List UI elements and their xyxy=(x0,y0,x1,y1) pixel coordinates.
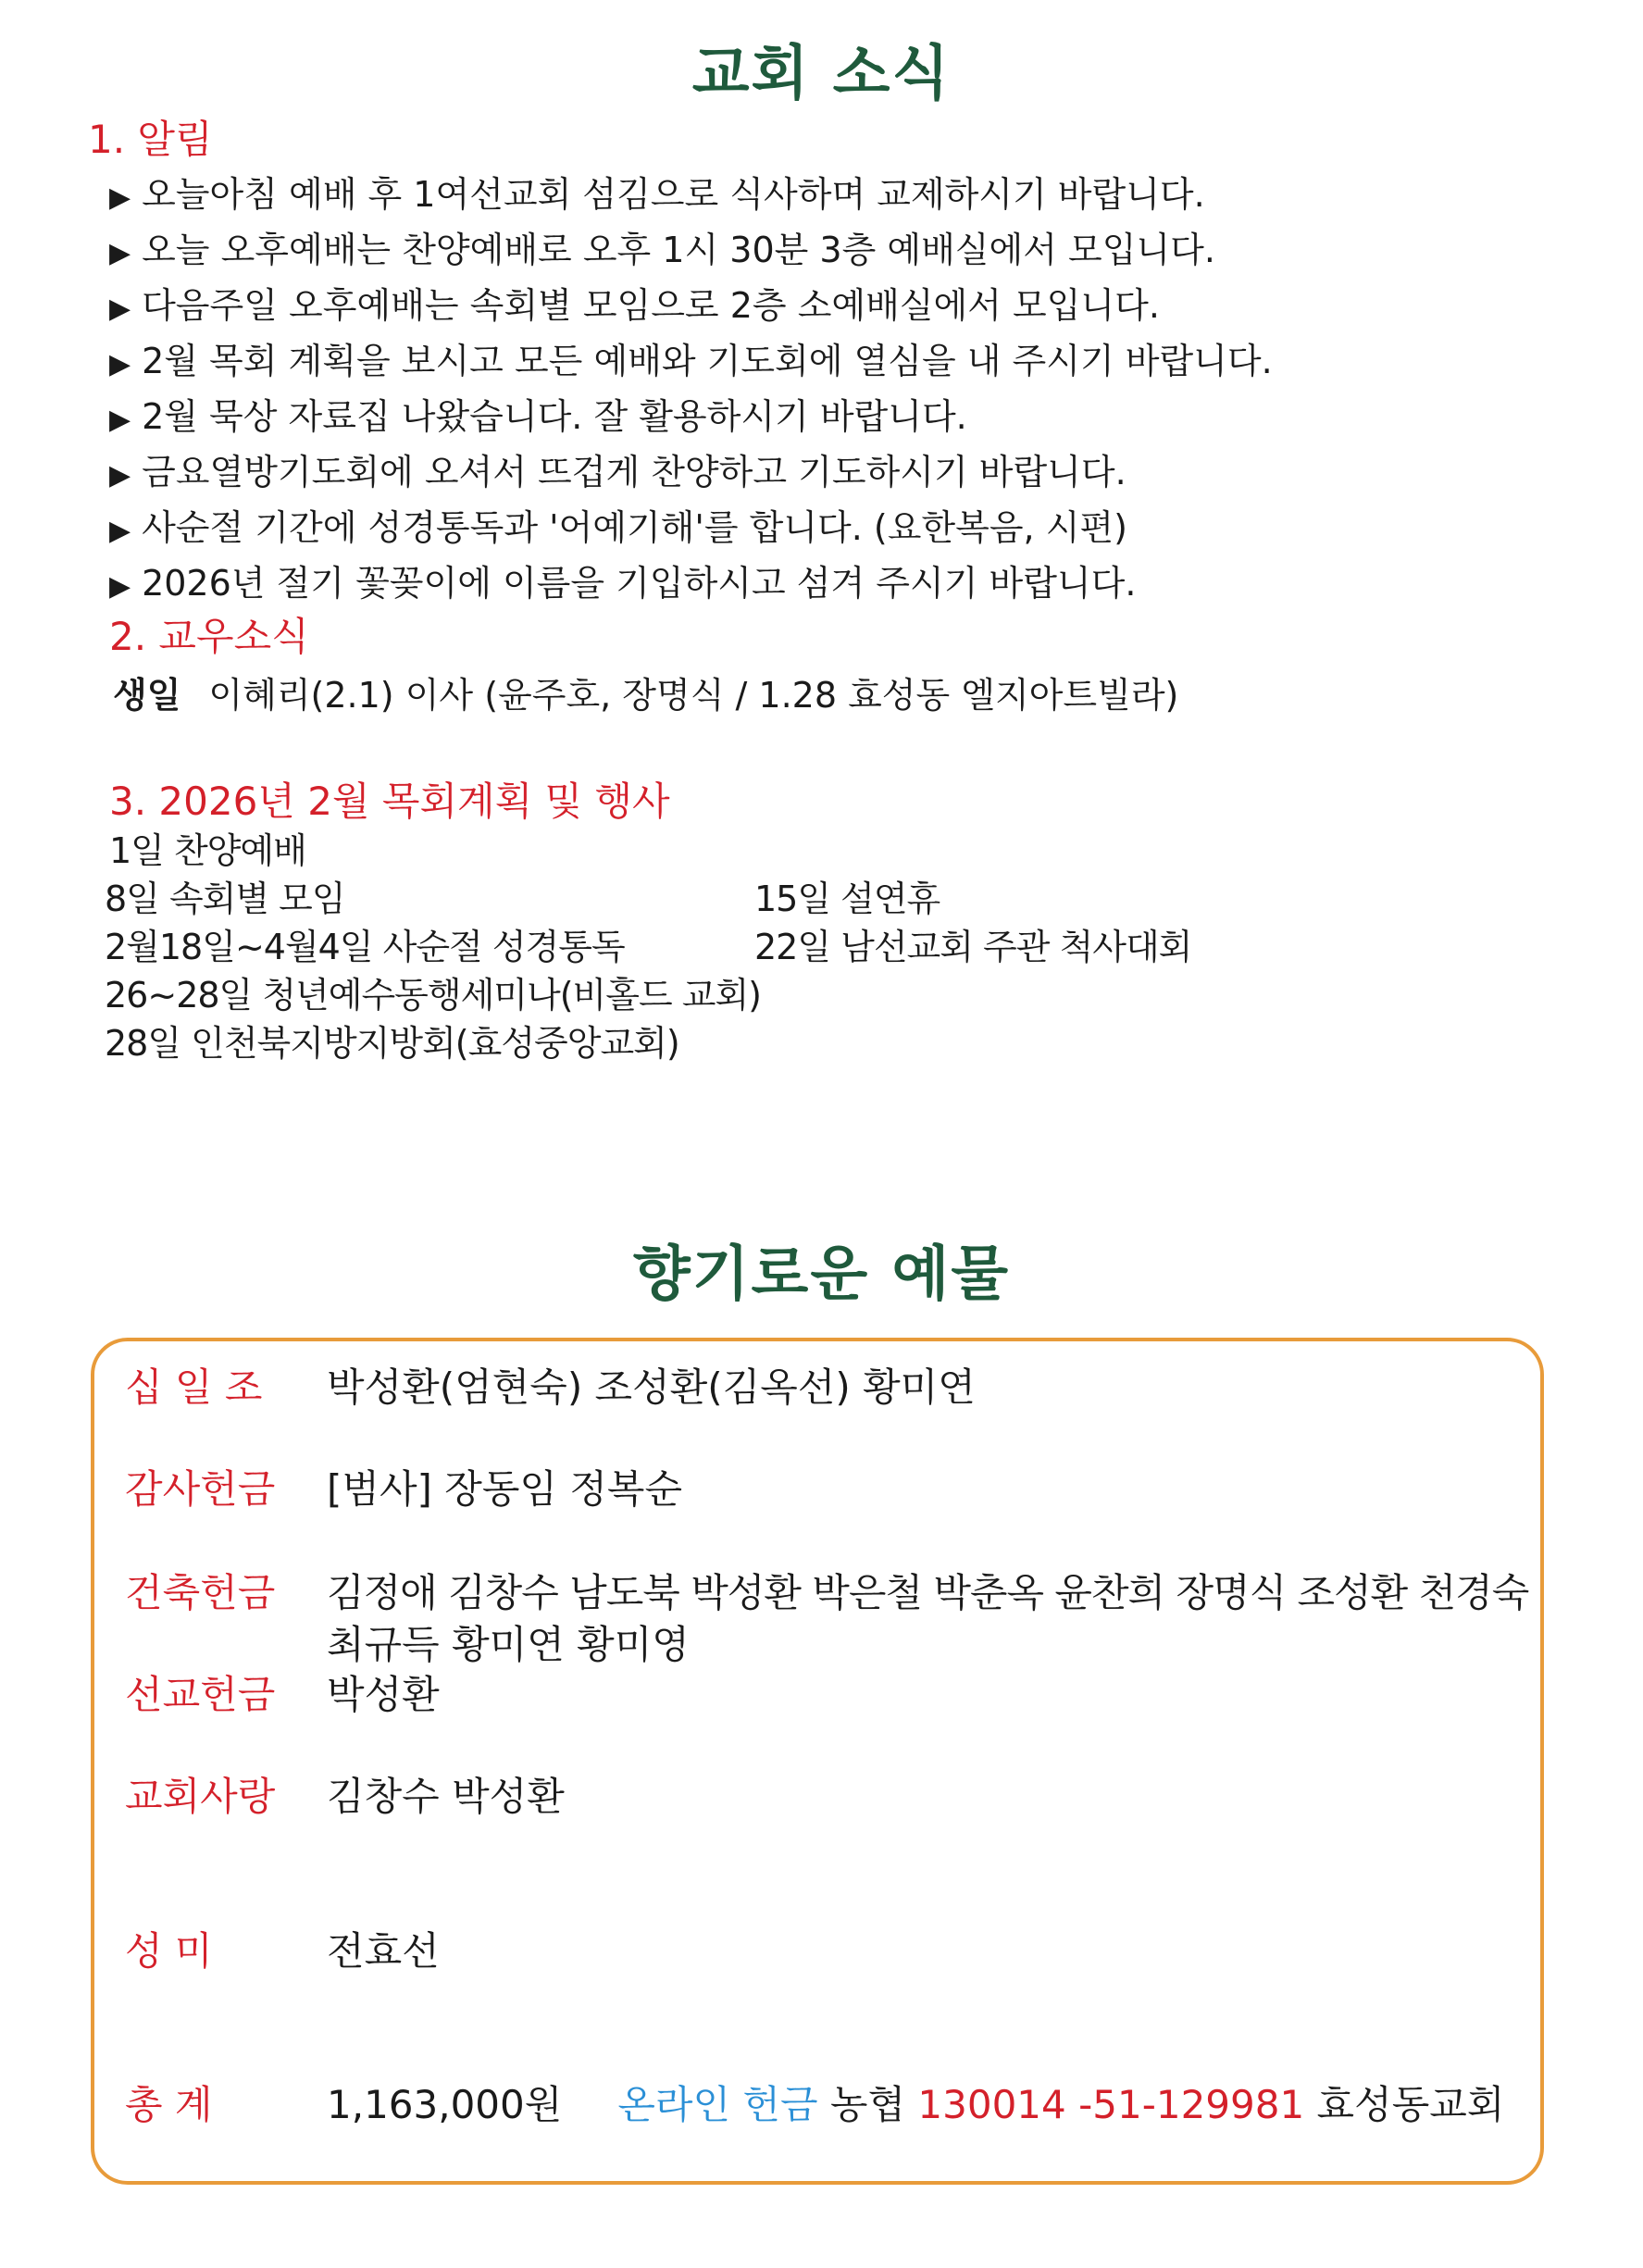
total-label: 총 계 xyxy=(125,2082,213,2127)
announcement-item: ▶ 2026년 절기 꽃꽂이에 이름을 기입하시고 섬겨 주시기 바랍니다. xyxy=(109,563,1137,604)
offering-label: 감사헌금 xyxy=(125,1466,276,1512)
announcement-item: ▶ 2월 묵상 자료집 나왔습니다. 잘 활용하시기 바랍니다. xyxy=(109,396,967,437)
member-news-text: 이혜리(2.1) 이사 (윤주호, 장명식 / 1.28 효성동 엘지아트빌라) xyxy=(208,675,1179,716)
announcements-heading: 1. 알림 xyxy=(88,117,213,162)
arrow-bullet-icon: ▶ xyxy=(109,237,131,269)
monthly-plan-heading: 3. 2026년 2월 목회계획 및 행사 xyxy=(109,779,670,824)
offering-names: 최규득 황미연 황미영 xyxy=(327,1622,690,1667)
news-title: 교회 소식 xyxy=(691,40,952,108)
offering-label: 교회사랑 xyxy=(125,1774,276,1819)
offering-label: 건축헌금 xyxy=(125,1570,276,1615)
arrow-bullet-icon: ▶ xyxy=(109,404,131,436)
offering-names: 박성환 xyxy=(327,1672,440,1717)
arrow-bullet-icon: ▶ xyxy=(109,459,131,492)
plan-item: 1일 찬양예배 xyxy=(109,830,306,871)
announcement-item: ▶ 금요열방기도회에 오셔서 뜨겁게 찬양하고 기도하시기 바랍니다. xyxy=(109,452,1126,492)
announcement-item: ▶ 2월 목회 계획을 보시고 모든 예배와 기도회에 열심을 내 주시기 바랍니다. xyxy=(109,341,1273,381)
plan-item: 2월18일~4월4일 사순절 성경통독 xyxy=(105,927,625,967)
arrow-bullet-icon: ▶ xyxy=(109,570,131,603)
plan-item: 28일 인천북지방지방회(효성중앙교회) xyxy=(105,1023,679,1064)
announcement-item: ▶ 오늘 오후예배는 찬양예배로 오후 1시 30분 3층 예배실에서 모입니다. xyxy=(109,230,1215,270)
plan-item: 26~28일 청년예수동행세미나(비홀드 교회) xyxy=(105,975,761,1016)
announcement-list xyxy=(109,167,1273,611)
announcement-item: ▶ 오늘아침 예배 후 1여선교회 섬김으로 식사하며 교제하시기 바랍니다. xyxy=(109,174,1205,215)
offering-label: 십 일 조 xyxy=(125,1365,263,1410)
offering-names: 박성환(엄현숙) 조성환(김옥선) 황미연 xyxy=(327,1365,976,1410)
account-number: 130014 -51-129981 xyxy=(917,2082,1305,2127)
arrow-bullet-icon: ▶ xyxy=(109,293,131,325)
plan-item: 8일 속회별 모임 xyxy=(105,879,345,919)
offering-names: [범사] 장동임 정복순 xyxy=(327,1466,683,1512)
offering-label: 선교헌금 xyxy=(125,1672,276,1717)
plan-item: 22일 남선교회 주관 척사대회 xyxy=(754,927,1192,967)
arrow-bullet-icon: ▶ xyxy=(109,348,131,380)
bank-name: 농협 xyxy=(829,2082,906,2127)
arrow-bullet-icon: ▶ xyxy=(109,515,131,547)
offering-names: 김창수 박성환 xyxy=(327,1774,565,1819)
total-amount: 1,163,000원 xyxy=(327,2082,563,2127)
account-holder: 효성동교회 xyxy=(1316,2082,1505,2127)
arrow-bullet-icon: ▶ xyxy=(109,181,131,214)
member-news-heading: 2. 교우소식 xyxy=(109,614,309,659)
birthday-label: 생일 xyxy=(113,675,181,716)
plan-item: 15일 설연휴 xyxy=(754,879,940,919)
offering-title: 향기로운 예물 xyxy=(632,1240,1011,1309)
offering-label: 성 미 xyxy=(125,1928,213,1974)
offering-box xyxy=(91,1338,1544,2185)
announcement-item: ▶ 다음주일 오후예배는 속회별 모임으로 2층 소예배실에서 모입니다. xyxy=(109,285,1160,326)
offering-names: 전효선 xyxy=(327,1928,440,1974)
member-news-line xyxy=(113,667,1178,717)
total-line xyxy=(327,2075,1504,2130)
online-offering-label: 온라인 헌금 xyxy=(617,2082,818,2127)
offering-names: 김정애 김창수 남도북 박성환 박은철 박춘옥 윤찬희 장명식 조성환 천경숙 xyxy=(327,1570,1529,1615)
announcement-item: ▶ 사순절 기간에 성경통독과 '어예기해'를 합니다. (요한복음, 시편) xyxy=(109,507,1127,548)
